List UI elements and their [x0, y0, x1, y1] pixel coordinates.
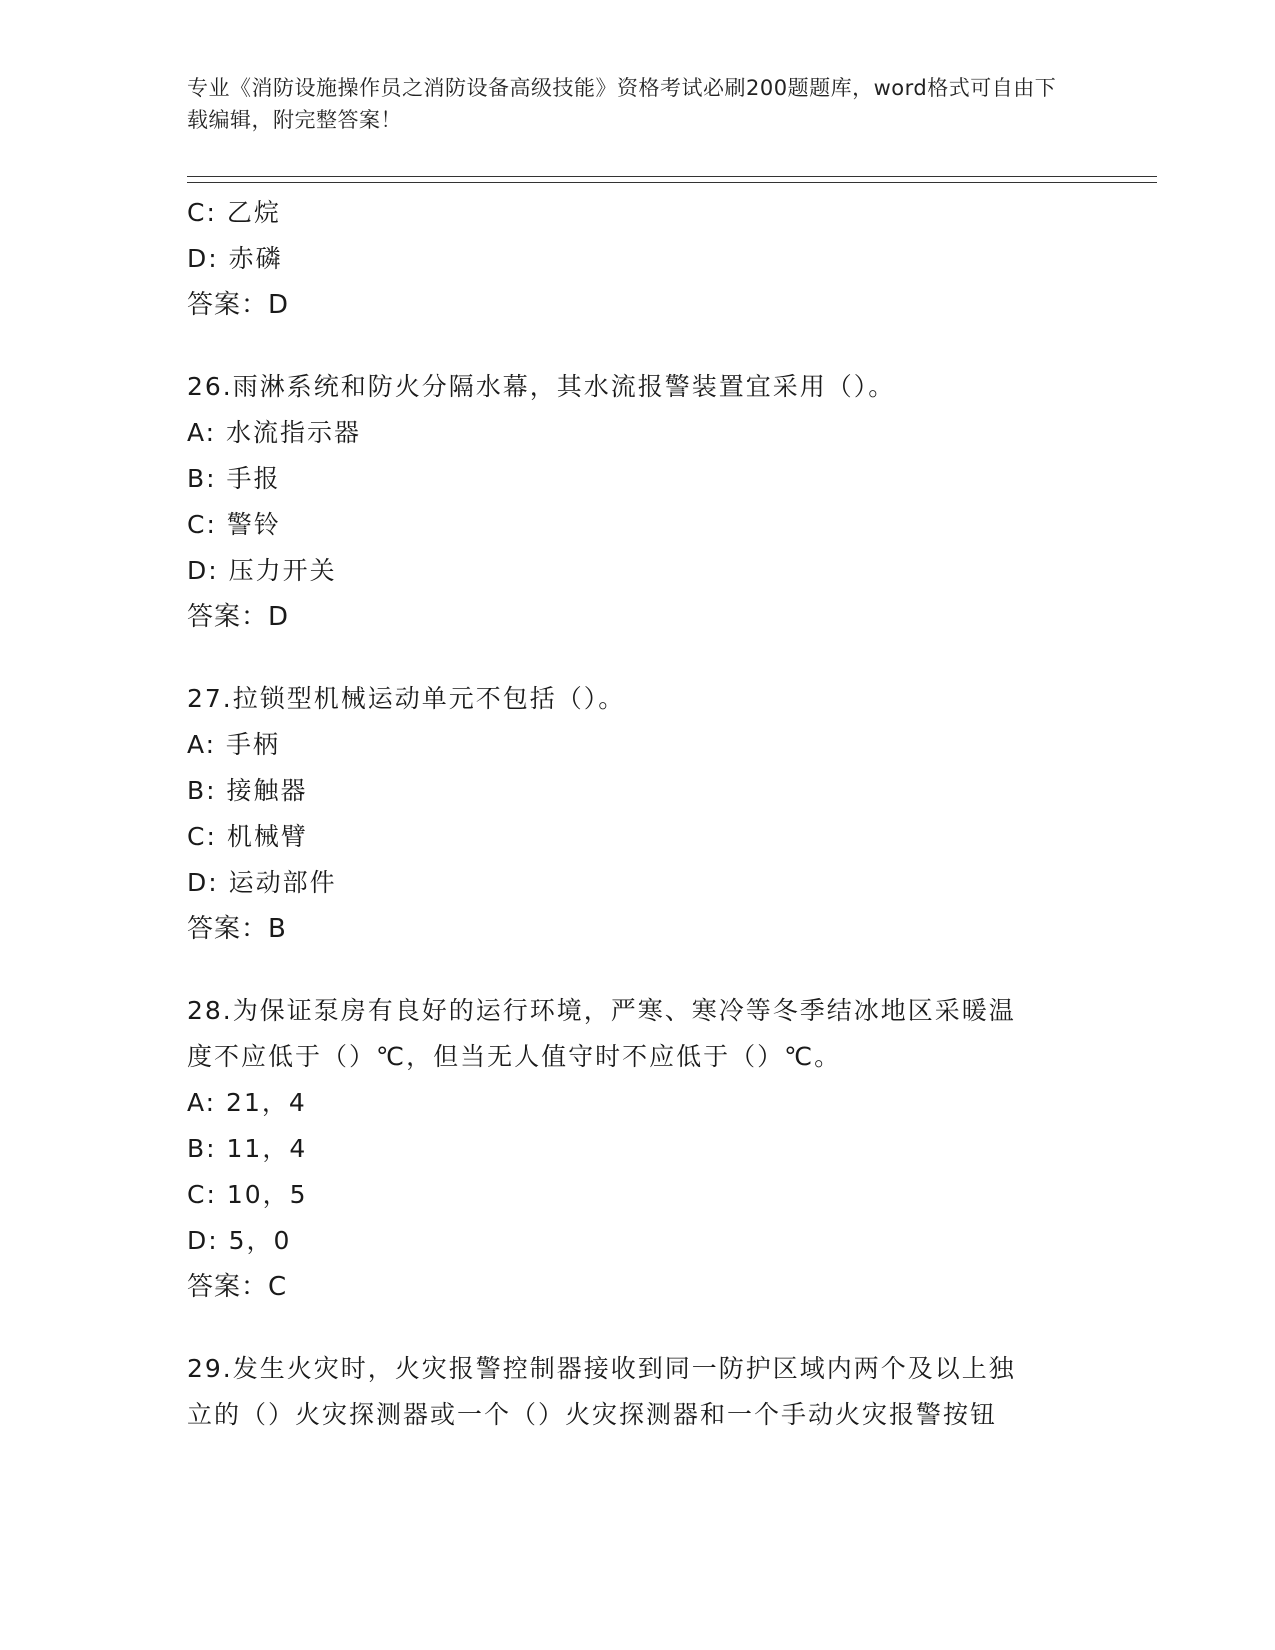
header-divider-top [187, 176, 1157, 177]
header-divider-bottom [187, 182, 1157, 183]
answer: 答案：B [187, 914, 287, 944]
option-d: D: 赤磷 [187, 244, 283, 273]
question-text-line-2: 度不应低于（）℃，但当无人值守时不应低于（）℃。 [187, 1042, 842, 1071]
question-25-continuation [187, 190, 1087, 328]
answer: 答案：D [187, 602, 290, 632]
question-text: 26.雨淋系统和防火分隔水幕，其水流报警装置宜采用（）。 [187, 372, 896, 401]
question-26 [187, 364, 1087, 640]
question-27 [187, 676, 1087, 952]
question-text-line-1: 29.发生火灾时，火灾报警控制器接收到同一防护区域内两个及以上独 [187, 1354, 1016, 1383]
question-28 [187, 988, 1087, 1310]
option-a: A: 21，4 [187, 1088, 307, 1117]
option-c: C: 乙烷 [187, 198, 281, 227]
answer: 答案：C [187, 1272, 288, 1302]
question-text-line-1: 28.为保证泵房有良好的运行环境，严寒、寒冷等冬季结冰地区采暖温 [187, 996, 1016, 1025]
option-c: C: 10，5 [187, 1180, 308, 1209]
option-d: D: 5，0 [187, 1226, 292, 1255]
option-a: A: 水流指示器 [187, 418, 362, 447]
question-text: 27.拉锁型机械运动单元不包括（）。 [187, 684, 626, 713]
option-b: B: 手报 [187, 464, 281, 493]
option-b: B: 11，4 [187, 1134, 308, 1163]
question-list [187, 190, 1087, 1438]
option-c: C: 警铃 [187, 510, 281, 539]
answer: 答案：D [187, 290, 290, 320]
option-d: D: 运动部件 [187, 868, 337, 897]
question-text-line-2: 立的（）火灾探测器或一个（）火灾探测器和一个手动火灾报警按钮 [187, 1400, 998, 1429]
option-b: B: 接触器 [187, 776, 308, 805]
document-header: 专业《消防设施操作员之消防设备高级技能》资格考试必刷200题题库，word格式可自由下载编辑，附完整答案！ [187, 76, 1057, 132]
option-c: C: 机械臂 [187, 822, 308, 851]
question-29 [187, 1346, 1087, 1438]
option-d: D: 压力开关 [187, 556, 337, 585]
option-a: A: 手柄 [187, 730, 281, 759]
